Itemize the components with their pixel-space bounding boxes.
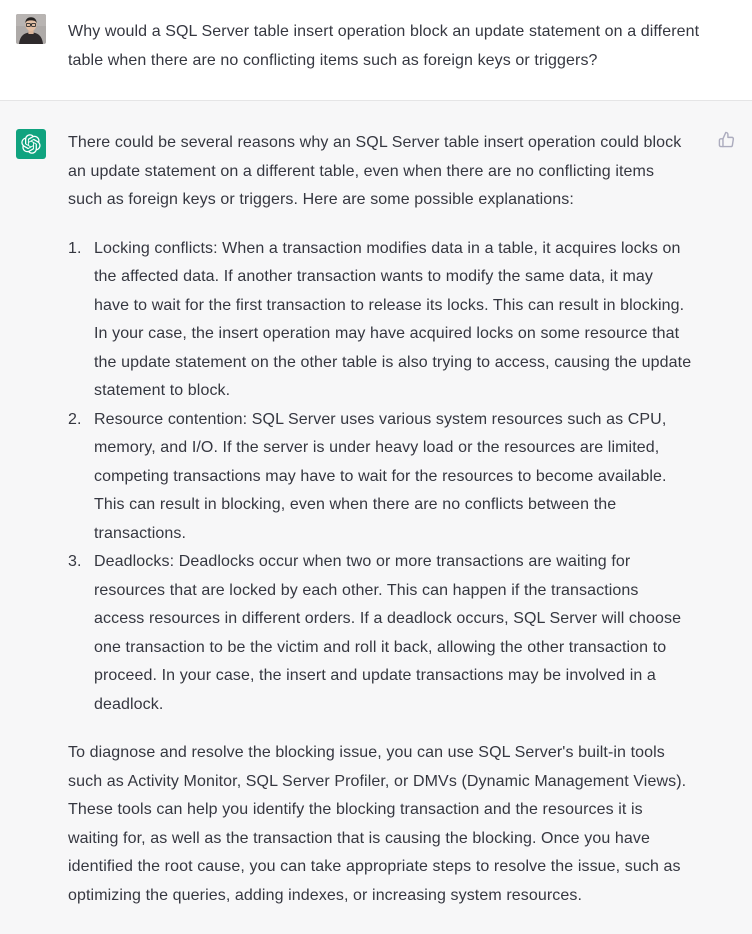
list-item-number: 1. <box>68 239 82 257</box>
list-item-number: 2. <box>68 410 82 428</box>
list-item <box>68 548 692 719</box>
user-message-body <box>68 16 736 75</box>
user-avatar <box>16 14 46 44</box>
assistant-message-row <box>0 100 752 934</box>
user-photo-image <box>16 14 46 44</box>
thumbs-up-button[interactable] <box>718 131 735 148</box>
openai-logo-icon <box>21 134 41 154</box>
assistant-message-body <box>68 127 692 910</box>
message-feedback-actions <box>718 127 736 148</box>
thumbs-up-icon <box>718 131 735 148</box>
assistant-outro-paragraph: To diagnose and resolve the blocking issue, you can use SQL Server's built-in tools such as Activity Monitor, SQL Server Profiler, or DMVs (Dynamic Management Views). These tools can help you identify the blocking transaction and the resources it is waiting for, as well as the transaction that is causing the blocking. Once you have identified the root cause, you can take appropriate steps to resolve the issue, such as optimizing the queries, adding indexes, or increasing system resources. <box>68 744 687 904</box>
user-message-row <box>0 0 752 100</box>
assistant-avatar <box>16 129 46 159</box>
user-message-text: Why would a SQL Server table insert operation block an update statement on a different table when there are no conflicting items such as foreign keys or triggers? <box>68 23 700 69</box>
list-item <box>68 235 692 406</box>
list-item-text: Locking conflicts: When a transaction modifies data in a table, it acquires locks on the affected data. If another transaction wants to modify the same data, it may have to wait for the first transaction to release its locks. This can result in blocking. In your case, the insert operation may have acquired locks on some resource that the update statement on the other table is also trying to access, causing the update statement to block. <box>94 239 692 399</box>
assistant-intro-paragraph: There could be several reasons why an SQL Server table insert operation could block an update statement on a different table, even when there are no conflicting items such as foreign keys or triggers. Here are some possible explanations: <box>68 134 682 208</box>
list-item-number: 3. <box>68 553 82 570</box>
assistant-numbered-list <box>68 235 692 720</box>
list-item <box>68 406 692 549</box>
list-item-text: Deadlocks: Deadlocks occur when two or more transactions are waiting for resources that are locked by each other. This can happen if the transactions access resources in different orders. If a deadlock occurs, SQL Server will choose one transaction to be the victim and roll it back, allowing the other transaction to proceed. In your case, the insert and update transactions may be involved in a deadlock. <box>94 553 682 713</box>
list-item-text: Resource contention: SQL Server uses various system resources such as CPU, memory, and I/O. If the server is under heavy load or the resources are limited, competing transactions may have to wait for the resources to become available. This can result in blocking, even when there are no conflicts between the transactions. <box>94 410 667 542</box>
